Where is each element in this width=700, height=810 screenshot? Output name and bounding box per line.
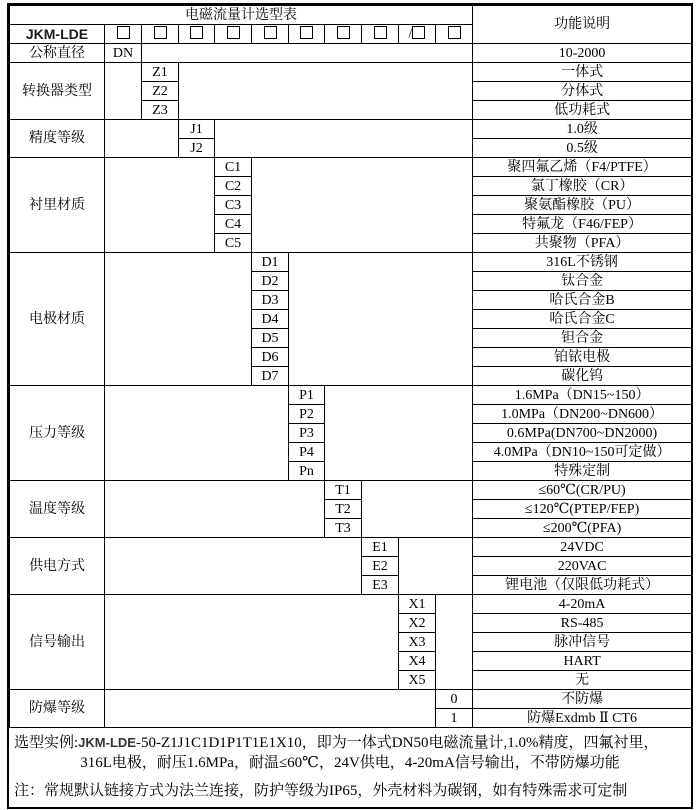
value-cell: 铂铱电极: [473, 348, 692, 367]
code-cell: J2: [179, 139, 215, 158]
value-cell: ≤200℃(PFA): [473, 519, 692, 538]
spacer-cell: [105, 595, 399, 690]
value-cell: 1.6MPa（DN15~150）: [473, 386, 692, 405]
table-row: [10, 158, 692, 177]
checkbox-icon[interactable]: [264, 26, 277, 39]
code-cell: T2: [325, 500, 362, 519]
section-label-temperature: 温度等级: [10, 481, 105, 538]
code-cell: C3: [215, 196, 252, 215]
code-cell: T1: [325, 481, 362, 500]
spacer-cell: [362, 481, 473, 538]
table-row: [10, 595, 692, 614]
value-cell: 防爆Exdmb Ⅱ CT6: [473, 709, 692, 728]
spacer-cell: [105, 690, 436, 728]
code-cell: 0: [436, 690, 473, 709]
section-label-explosion-proof: 防爆等级: [10, 690, 105, 728]
code-cell: DN: [105, 44, 142, 63]
code-cell: P4: [289, 443, 325, 462]
value-cell: 哈氏合金C: [473, 310, 692, 329]
value-cell: 共聚物（PFA）: [473, 234, 692, 253]
spacer-cell: [105, 386, 289, 481]
section-label-electrode-material: 电极材质: [10, 253, 105, 386]
checkbox-icon[interactable]: [300, 26, 313, 39]
value-cell: 分体式: [473, 82, 692, 101]
default-config-note: 注：常规默认链接方式为法兰连接，防护等级为IP65，外壳材料为碳钢，如有特殊需求可定制: [14, 783, 628, 799]
spacer-cell: [105, 120, 179, 158]
code-cell: E1: [362, 538, 399, 557]
value-cell: 聚四氟乙烯（F4/PTFE）: [473, 158, 692, 177]
checkbox-icon[interactable]: [337, 26, 350, 39]
model-code-cell-9[interactable]: [399, 25, 436, 44]
code-cell: E2: [362, 557, 399, 576]
selection-example-line1: [14, 733, 686, 753]
table-row: [10, 63, 692, 82]
code-cell: X3: [399, 633, 436, 652]
spacer-cell: [105, 63, 142, 120]
code-cell: Pn: [289, 462, 325, 481]
model-code-cell-2[interactable]: [142, 25, 179, 44]
value-cell: 0.5级: [473, 139, 692, 158]
code-cell: Z1: [142, 63, 179, 82]
section-label-power-supply: 供电方式: [10, 538, 105, 595]
value-cell: HART: [473, 652, 692, 671]
code-cell: X5: [399, 671, 436, 690]
spacer-cell: [215, 120, 473, 158]
code-cell: D5: [252, 329, 289, 348]
code-cell: P3: [289, 424, 325, 443]
model-code-cell-4[interactable]: [215, 25, 252, 44]
code-cell: E3: [362, 576, 399, 595]
value-cell: 脉冲信号: [473, 633, 692, 652]
value-cell: 特氟龙（F46/FEP）: [473, 215, 692, 234]
value-cell: RS-485: [473, 614, 692, 633]
value-cell: 一体式: [473, 63, 692, 82]
value-cell: 4-20mA: [473, 595, 692, 614]
code-cell: C5: [215, 234, 252, 253]
table-row: [10, 120, 692, 139]
value-cell: 无: [473, 671, 692, 690]
model-code-cell-6[interactable]: [289, 25, 325, 44]
spacer-cell: [142, 44, 473, 63]
checkbox-icon[interactable]: [448, 26, 461, 39]
spacer-cell: [105, 538, 362, 595]
value-cell: 低功耗式: [473, 101, 692, 120]
value-cell: 1.0级: [473, 120, 692, 139]
value-cell: 钛合金: [473, 272, 692, 291]
section-label-lining-material: 衬里材质: [10, 158, 105, 253]
value-cell: 1.0MPa（DN200~DN600）: [473, 405, 692, 424]
checkbox-icon[interactable]: [227, 26, 240, 39]
code-cell: C2: [215, 177, 252, 196]
title-row: [10, 6, 692, 25]
selection-example-line2: 316L电极，耐压1.6MPa，耐温≤60℃，24V供电，4-20mA信号输出，不带防爆功能: [80, 755, 620, 771]
value-cell: 钽合金: [473, 329, 692, 348]
value-cell: 特殊定制: [473, 462, 692, 481]
footnotes: [9, 728, 691, 807]
spacer-cell: [105, 158, 215, 253]
checkbox-icon[interactable]: [412, 26, 425, 39]
table-row: [10, 690, 692, 709]
value-cell: 碳化钨: [473, 367, 692, 386]
code-cell: D4: [252, 310, 289, 329]
value-cell: 不防爆: [473, 690, 692, 709]
spacer-cell: [436, 595, 473, 690]
spacer-cell: [105, 481, 325, 538]
spacer-cell: [325, 386, 473, 481]
model-code-cell-10[interactable]: [436, 25, 473, 44]
value-cell: ≤60℃(CR/PU): [473, 481, 692, 500]
value-cell: 锂电池（仅限低功耗式）: [473, 576, 692, 595]
section-label-accuracy: 精度等级: [10, 120, 105, 158]
spacer-cell: [252, 158, 473, 253]
code-cell: C1: [215, 158, 252, 177]
example-prefix: 选型实例:: [14, 735, 79, 751]
table-row: [10, 386, 692, 405]
value-cell: 哈氏合金B: [473, 291, 692, 310]
table-row: [10, 538, 692, 557]
code-cell: X1: [399, 595, 436, 614]
value-cell: 0.6MPa(DN700~DN2000): [473, 424, 692, 443]
value-cell: 10-2000: [473, 44, 692, 63]
code-cell: Z3: [142, 101, 179, 120]
model-prefix-label: JKM-LDE: [10, 25, 105, 44]
section-label-signal-output: 信号输出: [10, 595, 105, 690]
code-cell: X2: [399, 614, 436, 633]
code-cell: P2: [289, 405, 325, 424]
spacer-cell: [179, 63, 473, 120]
code-cell: D7: [252, 367, 289, 386]
value-cell: 聚氨酯橡胶（PU）: [473, 196, 692, 215]
selection-table-frame: [7, 3, 693, 809]
table-row: [10, 44, 692, 63]
section-label-pressure: 压力等级: [10, 386, 105, 481]
selection-table: [9, 5, 692, 728]
section-label-converter-type: 转换器类型: [10, 63, 105, 120]
code-cell: D3: [252, 291, 289, 310]
example-model-code: JKM-LDE: [78, 735, 136, 750]
checkbox-icon[interactable]: [190, 26, 203, 39]
value-cell: 24VDC: [473, 538, 692, 557]
value-cell: 4.0MPa（DN10~150可定做）: [473, 443, 692, 462]
table-title: 电磁流量计选型表: [10, 6, 473, 25]
code-cell: Z2: [142, 82, 179, 101]
code-cell: P1: [289, 386, 325, 405]
value-cell: ≤120℃(PTEP/FEP): [473, 500, 692, 519]
model-code-cell-8[interactable]: [362, 25, 399, 44]
table-row: [10, 253, 692, 272]
checkbox-icon[interactable]: [117, 26, 130, 39]
code-cell: D2: [252, 272, 289, 291]
cell-prefix: /: [408, 26, 413, 42]
spacer-cell: [399, 538, 473, 595]
code-cell: X4: [399, 652, 436, 671]
model-code-cell-3[interactable]: [179, 25, 215, 44]
spacer-cell: [105, 253, 252, 386]
value-cell: 220VAC: [473, 557, 692, 576]
code-cell: D1: [252, 253, 289, 272]
code-cell: D6: [252, 348, 289, 367]
model-code-cell-5[interactable]: [252, 25, 289, 44]
checkbox-icon[interactable]: [374, 26, 387, 39]
code-cell: T3: [325, 519, 362, 538]
spacer-cell: [289, 253, 473, 386]
function-header: 功能说明: [473, 6, 692, 44]
table-row: [10, 481, 692, 500]
model-code-cell-7[interactable]: [325, 25, 362, 44]
code-cell: C4: [215, 215, 252, 234]
value-cell: 316L不锈钢: [473, 253, 692, 272]
section-label-nominal-diameter: 公称直径: [10, 44, 105, 63]
checkbox-icon[interactable]: [154, 26, 167, 39]
example-rest: -50-Z1J1C1D1P1T1E1X10，即为一体式DN50电磁流量计,1.0%精度，四氟衬里，: [135, 735, 659, 751]
value-cell: 氯丁橡胶（CR）: [473, 177, 692, 196]
code-cell: 1: [436, 709, 473, 728]
model-code-cell-1[interactable]: [105, 25, 142, 44]
code-cell: J1: [179, 120, 215, 139]
